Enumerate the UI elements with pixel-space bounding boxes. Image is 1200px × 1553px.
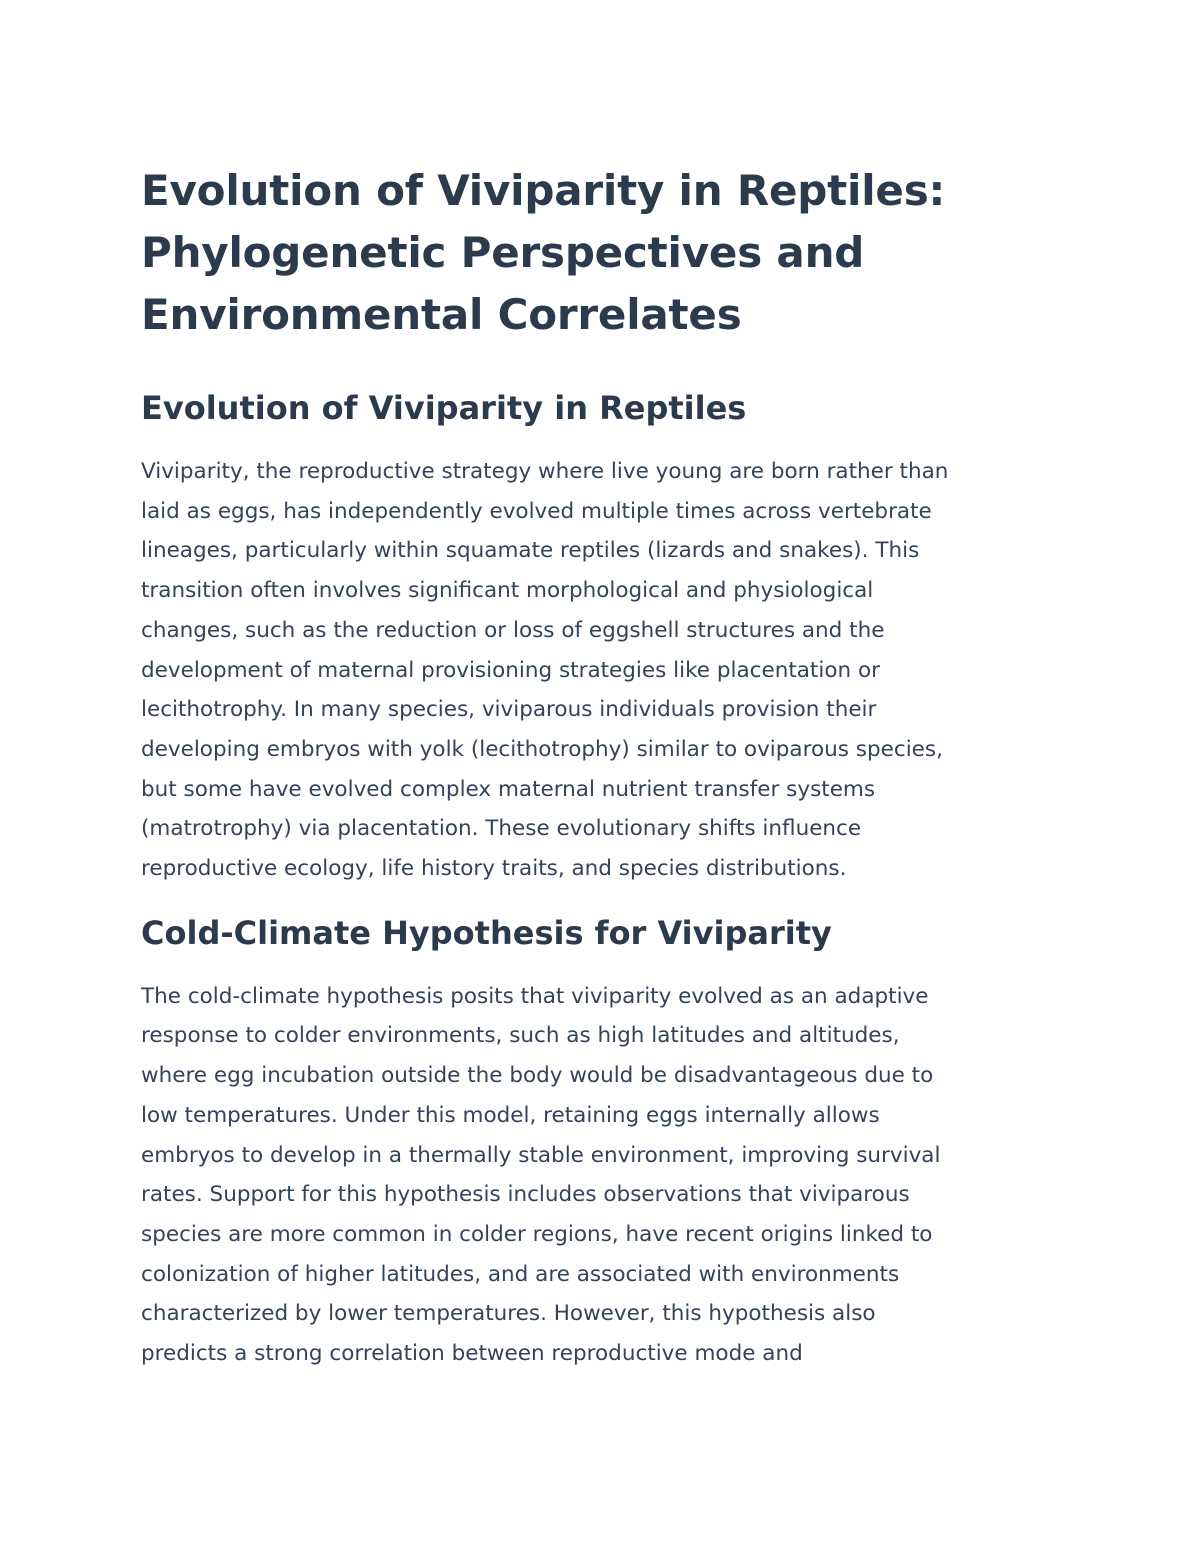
paragraph-line: but some have evolved complex maternal nutrient transfer systems [141,776,876,802]
paragraph-line: (matrotrophy) via placentation. These evolutionary shifts influence [141,816,862,842]
paragraph-line: laid as eggs, has independently evolved multiple times across vertebrate [141,498,932,524]
title-line-1: Evolution of Viviparity in Reptiles: [141,166,946,215]
paragraph-line: Viviparity, the reproductive strategy where live young are born rather than [141,459,949,484]
paragraph-cold-climate [141,977,1071,1374]
paragraph-line: colonization of higher latitudes, and are associated with environments [141,1261,900,1287]
paragraph-line: response to colder environments, such as high latitudes and altitudes, [141,1023,900,1049]
document-page [141,160,1071,1374]
paragraph-line: changes, such as the reduction or loss of eggshell structures and the [141,617,885,643]
paragraph-line: species are more common in colder regions, have recent origins linked to [141,1221,933,1247]
section-heading-viviparity-evolution: Evolution of Viviparity in Reptiles [141,389,747,427]
paragraph-line: embryos to develop in a thermally stable environment, improving survival [141,1142,941,1168]
paragraph-line: reproductive ecology, life history traits, and species distributions. [141,856,847,882]
paragraph-line: characterized by lower temperatures. However, this hypothesis also [141,1301,876,1327]
paragraph-viviparity-evolution [141,452,1071,889]
paragraph-line: predicts a strong correlation between reproductive mode and [141,1341,803,1367]
paragraph-line: where egg incubation outside the body would be disadvantageous due to [141,1063,934,1089]
paragraph-line: low temperatures. Under this model, retaining eggs internally allows [141,1102,880,1128]
title-line-3: Environmental Correlates [141,290,742,339]
paragraph-line: transition often involves significant morphological and physiological [141,578,874,604]
paragraph-line: The cold-climate hypothesis posits that viviparity evolved as an adaptive [141,983,929,1009]
paragraph-line: development of maternal provisioning strategies like placentation or [141,657,880,683]
section-heading-cold-climate: Cold-Climate Hypothesis for Viviparity [141,913,832,952]
paragraph-line: lecithotrophy. In many species, viviparous individuals provision their [141,697,877,723]
paragraph-line: rates. Support for this hypothesis includes observations that viviparous [141,1182,910,1208]
paragraph-line: lineages, particularly within squamate reptiles (lizards and snakes). This [141,538,920,564]
title-line-2: Phylogenetic Perspectives and [141,228,865,277]
document-title [141,160,1071,346]
paragraph-line: developing embryos with yolk (lecithotrophy) similar to oviparous species, [141,736,943,762]
